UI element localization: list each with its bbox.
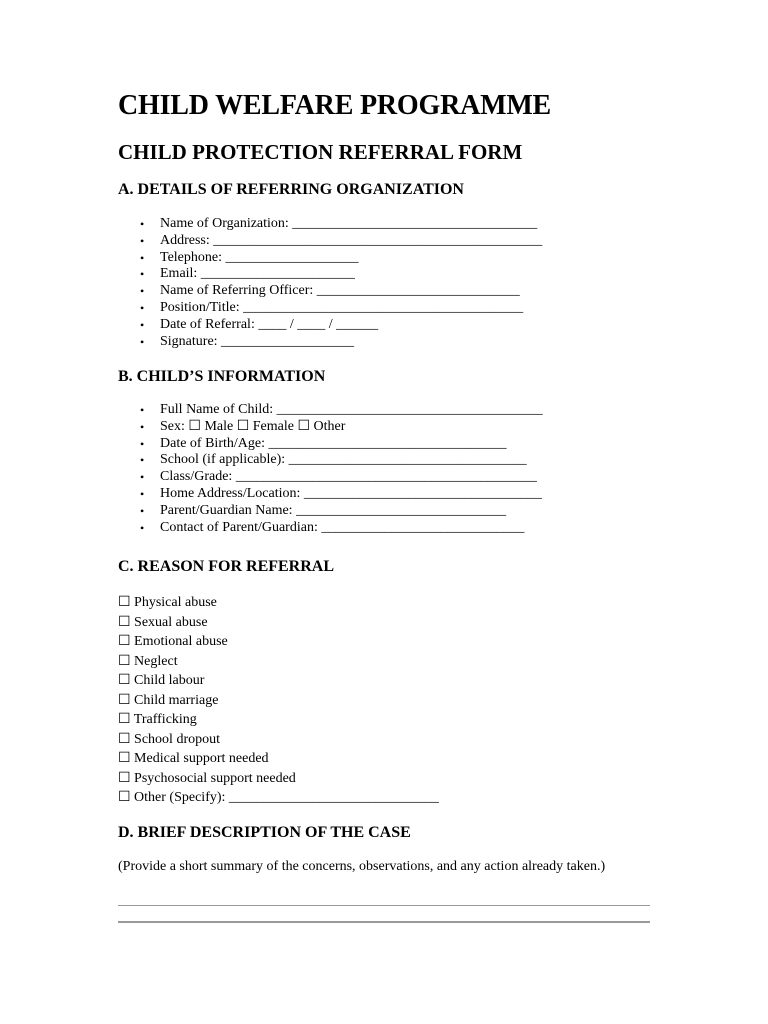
field-school[interactable]: • School (if applicable): __________________________________: [160, 452, 543, 469]
referral-reason-list: [118, 593, 439, 808]
field-organization-name[interactable]: • Name of Organization: ___________________________________: [160, 216, 542, 233]
field-parent-guardian-contact[interactable]: • Contact of Parent/Guardian: _____________________________: [160, 520, 543, 537]
field-telephone[interactable]: • Telephone: ___________________: [160, 250, 542, 267]
reason-psychosocial-support-checkbox[interactable]: ☐ Psychosocial support needed: [118, 770, 296, 786]
field-class-grade[interactable]: • Class/Grade: ___________________________________________: [160, 469, 543, 486]
reason-child-labour-checkbox[interactable]: ☐ Child labour: [118, 673, 205, 688]
field-email[interactable]: • Email: ______________________: [160, 266, 542, 283]
field-referring-officer[interactable]: • Name of Referring Officer: _____________________________: [160, 283, 542, 300]
section-b-heading: B. CHILD’S INFORMATION: [118, 368, 326, 385]
document-title: CHILD WELFARE PROGRAMME: [118, 90, 552, 121]
section-d-heading: D. BRIEF DESCRIPTION OF THE CASE: [118, 824, 411, 841]
reason-school-dropout-checkbox[interactable]: ☐ School dropout: [118, 731, 220, 747]
field-child-full-name[interactable]: • Full Name of Child: ______________________________________: [160, 402, 543, 419]
case-description-line-1[interactable]: [118, 905, 650, 906]
field-home-address[interactable]: • Home Address/Location: __________________________________: [160, 486, 543, 503]
field-sex-checkboxes[interactable]: • Sex: ☐ Male ☐ Female ☐ Other: [160, 419, 543, 436]
reason-sexual-abuse-checkbox[interactable]: ☐ Sexual abuse: [118, 614, 208, 630]
reason-other-specify-checkbox[interactable]: ☐ Other (Specify): ______________________________: [118, 790, 439, 805]
section-a-field-list: [118, 216, 542, 350]
referral-form-page: [118, 88, 678, 874]
reason-child-marriage-checkbox[interactable]: ☐ Child marriage: [118, 692, 219, 708]
reason-physical-abuse-checkbox[interactable]: ☐ Physical abuse: [118, 595, 217, 610]
section-b-field-list: [118, 402, 543, 536]
reason-neglect-checkbox[interactable]: ☐ Neglect: [118, 653, 178, 669]
field-date-of-referral[interactable]: • Date of Referral: ____ / ____ / ______: [160, 317, 542, 334]
field-address[interactable]: • Address: _______________________________________________: [160, 233, 542, 250]
field-parent-guardian-name[interactable]: • Parent/Guardian Name: ______________________________: [160, 503, 543, 520]
form-subtitle: CHILD PROTECTION REFERRAL FORM: [118, 140, 523, 164]
reason-trafficking-checkbox[interactable]: ☐ Trafficking: [118, 712, 197, 727]
reason-medical-support-checkbox[interactable]: ☐ Medical support needed: [118, 751, 269, 766]
section-c-heading: C. REASON FOR REFERRAL: [118, 558, 335, 575]
field-date-of-birth-age[interactable]: • Date of Birth/Age: __________________________________: [160, 436, 543, 453]
reason-emotional-abuse-checkbox[interactable]: ☐ Emotional abuse: [118, 634, 228, 649]
field-position-title[interactable]: • Position/Title: ________________________________________: [160, 300, 542, 317]
case-description-instruction: (Provide a short summary of the concerns, observations, and any action already taken.): [118, 859, 606, 874]
case-description-line-2[interactable]: [118, 921, 650, 923]
section-a-heading: A. DETAILS OF REFERRING ORGANIZATION: [118, 181, 464, 198]
field-signature[interactable]: • Signature: ___________________: [160, 334, 542, 351]
